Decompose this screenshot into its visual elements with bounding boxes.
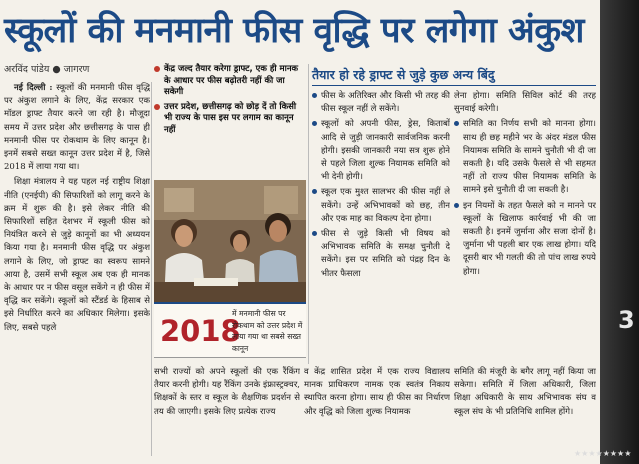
list-item (312, 228, 450, 281)
bullet-icon (154, 66, 160, 72)
list-item-text: इन नियमों के तहत फैसले को न मानने पर स्कूलों के खिलाफ कार्रवाई भी की जा सकती है। इनमें जुर्माना और सजा दोनों है। जुर्माना भी पहली बार एक लाख होगा। यदि दूसरी बार भी गलती की तो पांच लाख रुपये होगा। (463, 200, 596, 277)
adjacent-page-glyph: 3 (618, 306, 635, 334)
list-continuation: लेना होगा। समिति सिविल कोर्ट की तरह सुनवाई करेगी। (454, 91, 596, 115)
bullet-icon (454, 121, 459, 126)
dateline: नई दिल्ली : (14, 83, 53, 93)
story-continuation-column: व केंद्र शासित प्रदेश में एक राज्य विद्यालय मानक प्राधिकरण नामक एक स्वतंत्र निकाय स्थापित करना होगा। साथ ही फीस का निर्धारण और वृद्धि को जिला शुल्क नियामक (304, 367, 450, 417)
sidebar-title: तैयार हो रहे ड्राफ्ट से जुड़े कुछ अन्य बिंदु (312, 64, 596, 86)
list-item (454, 200, 596, 279)
sidebar-column (454, 90, 596, 366)
list-item (454, 118, 596, 197)
bullet-icon (312, 121, 317, 126)
list-item-text: स्कूलों को अपनी फीस, ड्रेस, किताबों आदि से जुड़ी जानकारी सार्वजनिक करनी होगी। इसकी जानकारी नया सत्र शुरू होने से पहले जिला शुल्क नियामक समिति को भी देनी होगी। (321, 119, 450, 183)
story-continuation-column: सभी राज्यों को अपने स्कूलों की एक रैंकिंग तैयार करनी होगी। यह रैंकिंग उनके इंफ्रास्ट्रक्चर, शिक्षकों के स्तर व स्कूल के शैक्षणिक प्रदर्शन से तय की जाएगी। इसके लिए प्रत्येक राज्य (154, 367, 300, 417)
stat-text: में मनमानी फीस पर रोकथाम को उत्तर प्रदेश में लाया गया था सबसे सख्त कानून (232, 309, 303, 353)
bullet-icon (154, 104, 160, 110)
highlights-box (154, 64, 306, 178)
students-illustration-icon (154, 180, 306, 302)
stat-box (154, 302, 306, 358)
stat-year: 2018 (160, 314, 241, 348)
story-continuation-column: समिति की मंजूरी के बगैर लागू नहीं किया जा सकेगा। समिति में जिला अधिकारी, जिला शिक्षा अधिकारी के साथ अभिभावक संघ व स्कूल संघ के भी प्रतिनिधि शामिल होंगे। (454, 367, 596, 417)
column-divider (308, 64, 309, 364)
list-item-text: स्कूल एक मुश्त सालभर की फीस नहीं ले सकेंगे। उन्हें अभिभावकों को छह, तीन और एक माह का विकल्प देना होगा। (321, 187, 450, 224)
sidebar-column (312, 90, 450, 366)
news-photo (154, 180, 306, 302)
byline: अरविंद पांडेय ● जागरण (4, 64, 90, 75)
highlight-item (154, 64, 306, 99)
highlight-text: उत्तर प्रदेश, छत्तीसगढ़ को छोड़ दें तो किसी भी राज्य के पास इस पर लगाम का कानून नहीं (164, 101, 297, 135)
bullet-icon (312, 93, 317, 98)
story-paragraph (4, 82, 150, 174)
footer-dots: ★★★★★★★★ (574, 449, 632, 458)
list-item-text: फीस के अतिरिक्त और किसी भी तरह की फीस स्कूल नहीं ले सकेंगे। (321, 91, 450, 115)
list-item-text: समिति का निर्णय सभी को मानना होगा। साथ ही छह महीने भर के अंदर मंडल फीस नियामक समिति के सामने चुनौती भी दी जा सकती है। यदि उसके फैसले से भी सहमत नहीं तो राज्य फीस नियामक समिति के सामने इसे चुनौती दी जा सकती है। (463, 119, 596, 196)
bullet-icon (454, 203, 459, 208)
list-item (312, 90, 450, 116)
highlight-text: केंद्र जल्द तैयार करेगा ड्राफ्ट, एक ही मानक के आधार पर फीस बढ़ोतरी नहीं की जा सकेगी (164, 64, 299, 97)
list-item (312, 186, 450, 226)
list-item (312, 118, 450, 184)
bullet-icon (312, 189, 317, 194)
paragraph-text: स्कूलों की मनमानी फीस वृद्धि पर अंकुश लगाने के लिए, केंद्र सरकार एक मॉडल ड्राफ्ट तैयार करने जा रही है। मौजूदा समय में उत्तर प्रदेश और छत्तीसगढ़ के पास ही मनमानी फीस पर रोकथाम के लिए कानून है। इनमें सबसे सख्त कानून उत्तर प्रदेश में है, जिसे 2018 में लाया गया था। (4, 83, 150, 173)
highlight-item (154, 102, 306, 137)
headline: स्कूलों की मनमानी फीस वृद्धि पर लगेगा अंकुश (4, 11, 584, 51)
column-divider (151, 82, 152, 456)
list-item-text: फीस से जुड़े किसी भी विषय को अभिभावक समिति के समक्ष चुनौती दे सकेंगे। इस पर समिति को पंद्रह दिन के भीतर फैसला (321, 229, 450, 279)
bullet-icon (312, 231, 317, 236)
story-paragraph: शिक्षा मंत्रालय ने यह पहल नई राष्ट्रीय शिक्षा नीति (एनईपी) की सिफारिशों को लागू करने के क्रम में शुरू की है। इसे लेकर नीति की सिफारिशों सहित देशभर में स्कूली फीस को नियंत्रित करने से जुड़े कानूनों का भी अध्ययन किया गया है। मनमानी फीस वृद्धि पर अंकुश लगाने के लिए, जो ड्राफ्ट का स्वरूप सामने आया है, उसमें सभी स्कूल अब एक ही मानक के आधार पर न फीस वसूल सकेंगे न ही फीस में वृद्धि कर सकेंगे। स्कूलों को स्टैंडर्ड के हिसाब से इसे निर्धारित करने का अधिकार मिलेगा। इसके लिए, सबसे पहले (4, 177, 150, 333)
main-story-column (4, 82, 150, 456)
adjacent-page-strip (600, 0, 639, 464)
